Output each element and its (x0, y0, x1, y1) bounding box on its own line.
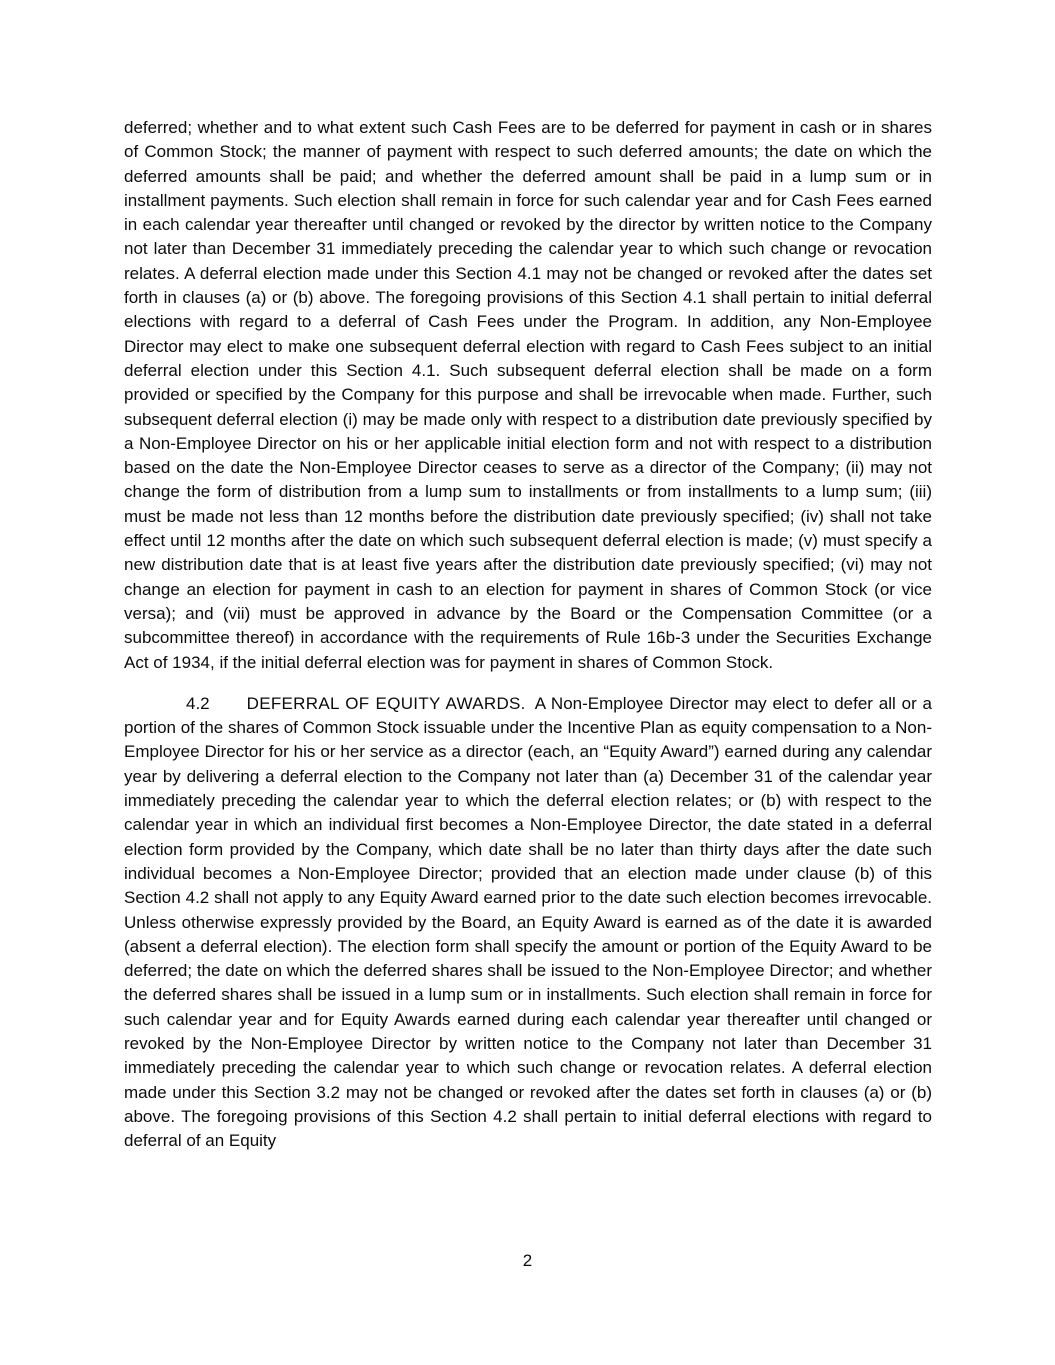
section-number: 4.2 (186, 693, 210, 713)
paragraph-text: deferred; whether and to what extent such Cash Fees are to be deferred for payment in cash or in shares of Common Stock; the manner of payment with respect to such deferred amounts; the date on which the deferred amounts shall be paid; and whether the deferred amount shall be paid in a lump sum or in installment payments. Such election shall remain in force for such calendar year and for Cash Fees earned in each calendar year thereafter until changed or revoked by the director by written notice to the Company not later than December 31 immediately preceding the calendar year to which such change or revocation relates. A deferral election made under this Section 4.1 may not be changed or revoked after the dates set forth in clauses (a) or (b) above. The foregoing provisions of this Section 4.1 shall pertain to initial deferral elections with regard to a deferral of Cash Fees under the Program. In addition, any Non-Employee Director may elect to make one subsequent deferral election with regard to Cash Fees subject to an initial deferral election under this Section 4.1. Such subsequent deferral election shall be made on a form provided or specified by the Company for this purpose and shall be irrevocable when made. Further, such subsequent deferral election (i) may be made only with respect to a distribution date previously specified by a Non-Employee Director on his or her applicable initial election form and not with respect to a distribution based on the date the Non-Employee Director ceases to serve as a director of the Company; (ii) may not change the form of distribution from a lump sum to installments or from installments to a lump sum; (iii) must be made not less than 12 months before the distribution date previously specified; (iv) shall not take effect until 12 months after the date on which such subsequent deferral election is made; (v) must specify a new distribution date that is at least five years after the distribution date previously specified; (vi) may not change an election for payment in cash to an election for payment in shares of Common Stock (or vice versa); and (vii) must be approved in advance by the Board or the Compensation Committee (or a subcommittee thereof) in accordance with the requirements of Rule 16b-3 under the Securities Exchange Act of 1934, if the initial deferral election was for payment in shares of Common Stock. (124, 118, 932, 672)
page-footer (0, 1249, 1055, 1273)
document-body (124, 116, 932, 1153)
paragraph-section-4-1-continuation (124, 116, 932, 675)
section-heading: DEFERRAL OF EQUITY AWARDS. (246, 693, 526, 713)
paragraph-section-4-2 (124, 692, 932, 1154)
paragraph-text: A Non-Employee Director may elect to defer all or a portion of the shares of Common Stock issuable under the Incentive Plan as equity compensation to a Non-Employee Director for his or her service as a director (each, an “Equity Award”) earned during any calendar year by delivering a deferral election to the Company not later than (a) December 31 of the calendar year immediately preceding the calendar year to which the deferral election relates; or (b) with respect to the calendar year in which an individual first becomes a Non-Employee Director, the date stated in a deferral election form provided by the Company, which date shall be no later than thirty days after the date such individual becomes a Non-Employee Director; provided that an election made under clause (b) of this Section 4.2 shall not apply to any Equity Award earned prior to the date such election becomes irrevocable. Unless otherwise expressly provided by the Board, an Equity Award is earned as of the date it is awarded (absent a deferral election). The election form shall specify the amount or portion of the Equity Award to be deferred; the date on which the deferred shares shall be issued to the Non-Employee Director; and whether the deferred shares shall be issued in a lump sum or in installments. Such election shall remain in force for such calendar year and for Equity Awards earned during each calendar year thereafter until changed or revoked by the Non-Employee Director by written notice to the Company not later than December 31 immediately preceding the calendar year to which such change or revocation relates. A deferral election made under this Section 3.2 may not be changed or revoked after the dates set forth in clauses (a) or (b) above. The foregoing provisions of this Section 4.2 shall pertain to initial deferral elections with regard to deferral of an Equity (124, 693, 933, 1151)
page-number: 2 (522, 1251, 533, 1270)
